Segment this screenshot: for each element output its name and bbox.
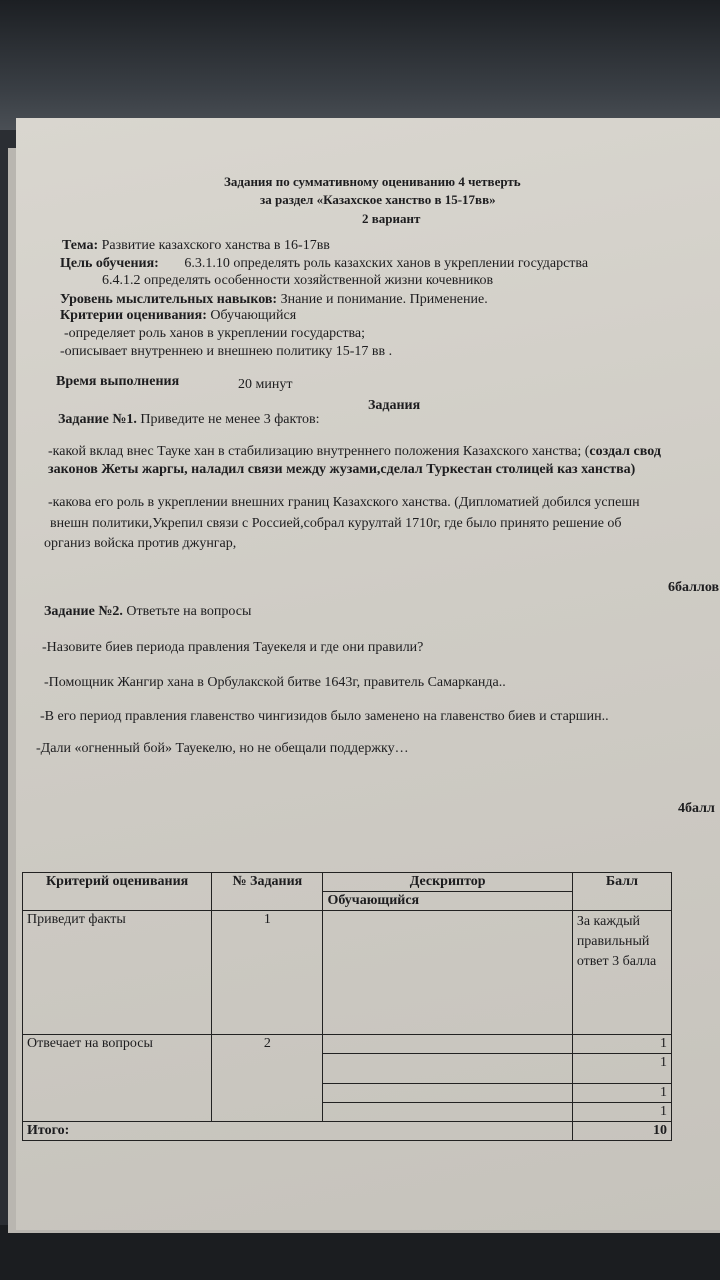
task1-question-2: -какова его роль в укреплении внешних границ Казахского ханства. (Дипломатией добился успешн — [48, 495, 640, 510]
desk-edge — [0, 1225, 720, 1280]
tema-value: Развитие казахского ханства в 16-17вв — [101, 238, 330, 253]
row2-task: 2 — [212, 1035, 323, 1122]
row2-descriptor-3 — [323, 1084, 572, 1103]
table-header-row — [23, 873, 672, 892]
task2-label: Задание №2. — [44, 604, 123, 619]
table-total-row — [23, 1122, 672, 1141]
header-ball: Балл — [572, 873, 671, 911]
header-task: № Задания — [212, 873, 323, 911]
kriterii-item-2: -описывает внутреннею и внешнею политику 15-17 вв . — [60, 344, 393, 359]
uroven-label: Уровень мыслительных навыков: — [60, 292, 278, 307]
criteria-table — [22, 872, 672, 1141]
task1-heading — [58, 412, 320, 428]
total-label: Итого: — [23, 1122, 573, 1141]
task1-question-1: -какой вклад внес Тауке хан в стабилизацию внутреннего положения Казахского ханства; (создал свод — [48, 444, 661, 459]
cel-value-1: 6.3.1.10 определять роль казахских ханов в укреплении государства — [184, 256, 589, 271]
task1-text: Приведите не менее 3 фактов: — [140, 412, 320, 427]
task1-score: 6баллов — [668, 580, 720, 595]
row1-task: 1 — [212, 911, 323, 1035]
cel-value-2: 6.4.1.2 определять особенности хозяйственной жизни кочевников — [102, 273, 494, 288]
task2-text: Ответьте на вопросы — [126, 604, 252, 619]
task2-answer-3: -Дали «огненный бой» Тауекелю, но не обещали поддержку… — [36, 741, 409, 756]
total-value: 10 — [572, 1122, 671, 1141]
desk-background — [0, 0, 720, 130]
kriterii-item-1: -определяет роль ханов в укреплении государства; — [64, 326, 365, 341]
row2-ball-2: 1 — [572, 1054, 671, 1084]
task2-heading — [44, 604, 251, 620]
cel-label: Цель обучения: — [60, 256, 159, 271]
kriterii-line — [60, 308, 296, 324]
tema-line — [62, 238, 330, 254]
header-descriptor: Дескриптор — [323, 873, 572, 892]
kriterii-value: Обучающийся — [210, 308, 297, 323]
table-row — [23, 911, 672, 1035]
row2-descriptor-2 — [323, 1054, 572, 1084]
document-page — [16, 118, 720, 1230]
task1-label: Задание №1. — [58, 412, 137, 427]
row1-descriptor — [323, 911, 572, 1035]
task2-answer-2: -В его период правления главенство чингизидов было заменено на главенство биев и старшин.. — [40, 709, 609, 724]
table-row — [23, 1035, 672, 1054]
row2-ball-3: 1 — [572, 1084, 671, 1103]
vremya-value: 20 минут — [238, 377, 293, 392]
row2-descriptor-4 — [323, 1103, 572, 1122]
row1-criterion: Приведит факты — [23, 911, 212, 1035]
doc-title: Задания по суммативному оцениванию 4 четверть — [224, 174, 521, 189]
tema-label: Тема: — [62, 238, 99, 253]
task1-answer-2c: организ войска против джунгар, — [44, 536, 237, 551]
doc-subtitle: за раздел «Казахское ханство в 15-17вв» — [260, 192, 496, 207]
kriterii-label: Критерии оценивания: — [60, 308, 207, 323]
task1-answer-2b: внешн политики,Укрепил связи с Россией,собрал курултай 1710г, где было принято решение об — [50, 516, 622, 531]
uroven-value: Знание и понимание. Применение. — [280, 292, 488, 307]
cel-line — [60, 256, 588, 272]
row2-ball-4: 1 — [572, 1103, 671, 1122]
vremya-label: Время выполнения — [56, 374, 180, 389]
uroven-line — [60, 292, 488, 308]
task2-answer-1: -Помощник Жангир хана в Орбулакской битве 1643г, правитель Самарканда.. — [44, 675, 506, 690]
doc-variant: 2 вариант — [362, 211, 421, 226]
task2-question: -Назовите биев периода правления Тауекеля и где они правили? — [42, 640, 424, 655]
zadaniya-heading: Задания — [368, 398, 421, 413]
header-criterion: Критерий оценивания — [23, 873, 212, 911]
row2-ball-1: 1 — [572, 1035, 671, 1054]
task1-answer-1: законов Жеты жаргы, наладил связи между жузами,сделал Туркестан столицей каз ханства) — [48, 462, 636, 477]
subheader-student: Обучающийся — [323, 892, 572, 911]
row1-ball: За каждый правильный ответ 3 балла — [572, 911, 671, 1035]
row2-criterion: Отвечает на вопросы — [23, 1035, 212, 1122]
task2-score: 4балл — [678, 801, 715, 816]
row2-descriptor-1 — [323, 1035, 572, 1054]
